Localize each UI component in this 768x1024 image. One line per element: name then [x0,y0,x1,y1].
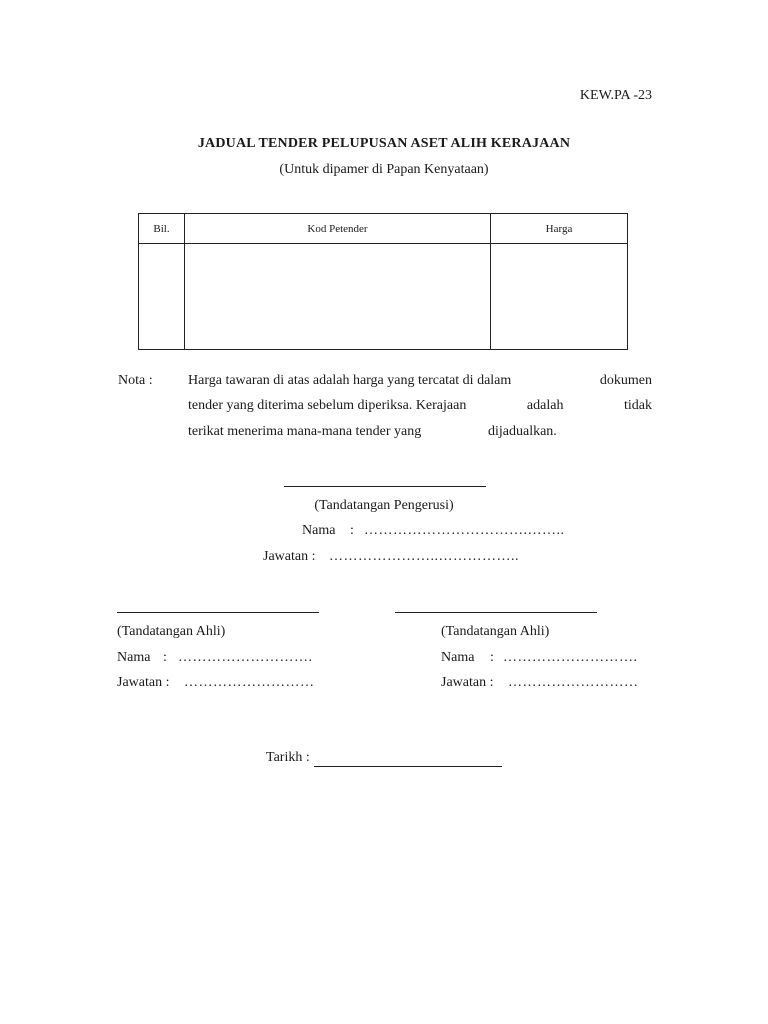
note-text: terikat menerima mana-mana tender yang [188,424,422,439]
note-text: dijadualkan. [488,424,557,439]
member-2-signature-line [395,612,597,613]
member-1-position-field: ……………………… [184,675,315,690]
tender-table [138,213,628,350]
member-2-name-label: Nama [441,650,475,665]
chairman-name-field: …………………………….…….. [364,523,565,538]
member-1-name-field: ………………………. [178,650,313,665]
document-subtitle: (Untuk dipamer di Papan Kenyataan) [279,162,489,177]
column-header-bil: Bil. [139,214,185,244]
note-text: tidak [624,398,652,413]
member-1-name-separator: : [163,650,167,665]
member-1-position-label: Jawatan : [117,675,170,690]
table-cell-harga [491,244,628,350]
table-cell-kod-petender [185,244,491,350]
note-line-1 [188,373,652,389]
chairman-position-field: …………………..…………….. [329,549,519,564]
table-row [139,244,628,350]
column-header-kod-petender: Kod Petender [185,214,491,244]
member-1-name-label: Nama [117,650,151,665]
chairman-name-label: Nama [302,523,336,538]
chairman-signature-label: (Tandatangan Pengerusi) [314,498,454,513]
table-cell-bil [139,244,185,350]
chairman-name-separator: : [350,523,354,538]
note-line-3 [188,424,652,440]
member-2-name-separator: : [490,650,494,665]
note-text: Harga tawaran di atas adalah harga yang tercatat di dalam [188,373,512,388]
table-header-row [139,214,628,244]
member-1-signature-label: (Tandatangan Ahli) [117,624,226,639]
member-1-signature-line [117,612,319,613]
note-text: tender yang diterima sebelum diperiksa. Kerajaan [188,398,467,413]
chairman-position-label: Jawatan : [263,549,316,564]
note-label: Nota : [118,373,153,388]
document-code: KEW.PA -23 [579,88,652,103]
note-line-2 [188,398,652,414]
column-header-harga: Harga [491,214,628,244]
document-title: JADUAL TENDER PELUPUSAN ASET ALIH KERAJAAN [197,136,571,151]
chairman-signature-line [284,486,486,487]
member-2-position-field: ……………………… [508,675,639,690]
date-line [314,766,502,767]
member-2-signature-label: (Tandatangan Ahli) [441,624,550,639]
note-text: dokumen [599,373,652,388]
date-label: Tarikh : [266,750,310,765]
member-2-position-label: Jawatan : [441,675,494,690]
note-text: adalah [526,398,564,413]
member-2-name-field: ………………………. [503,650,638,665]
